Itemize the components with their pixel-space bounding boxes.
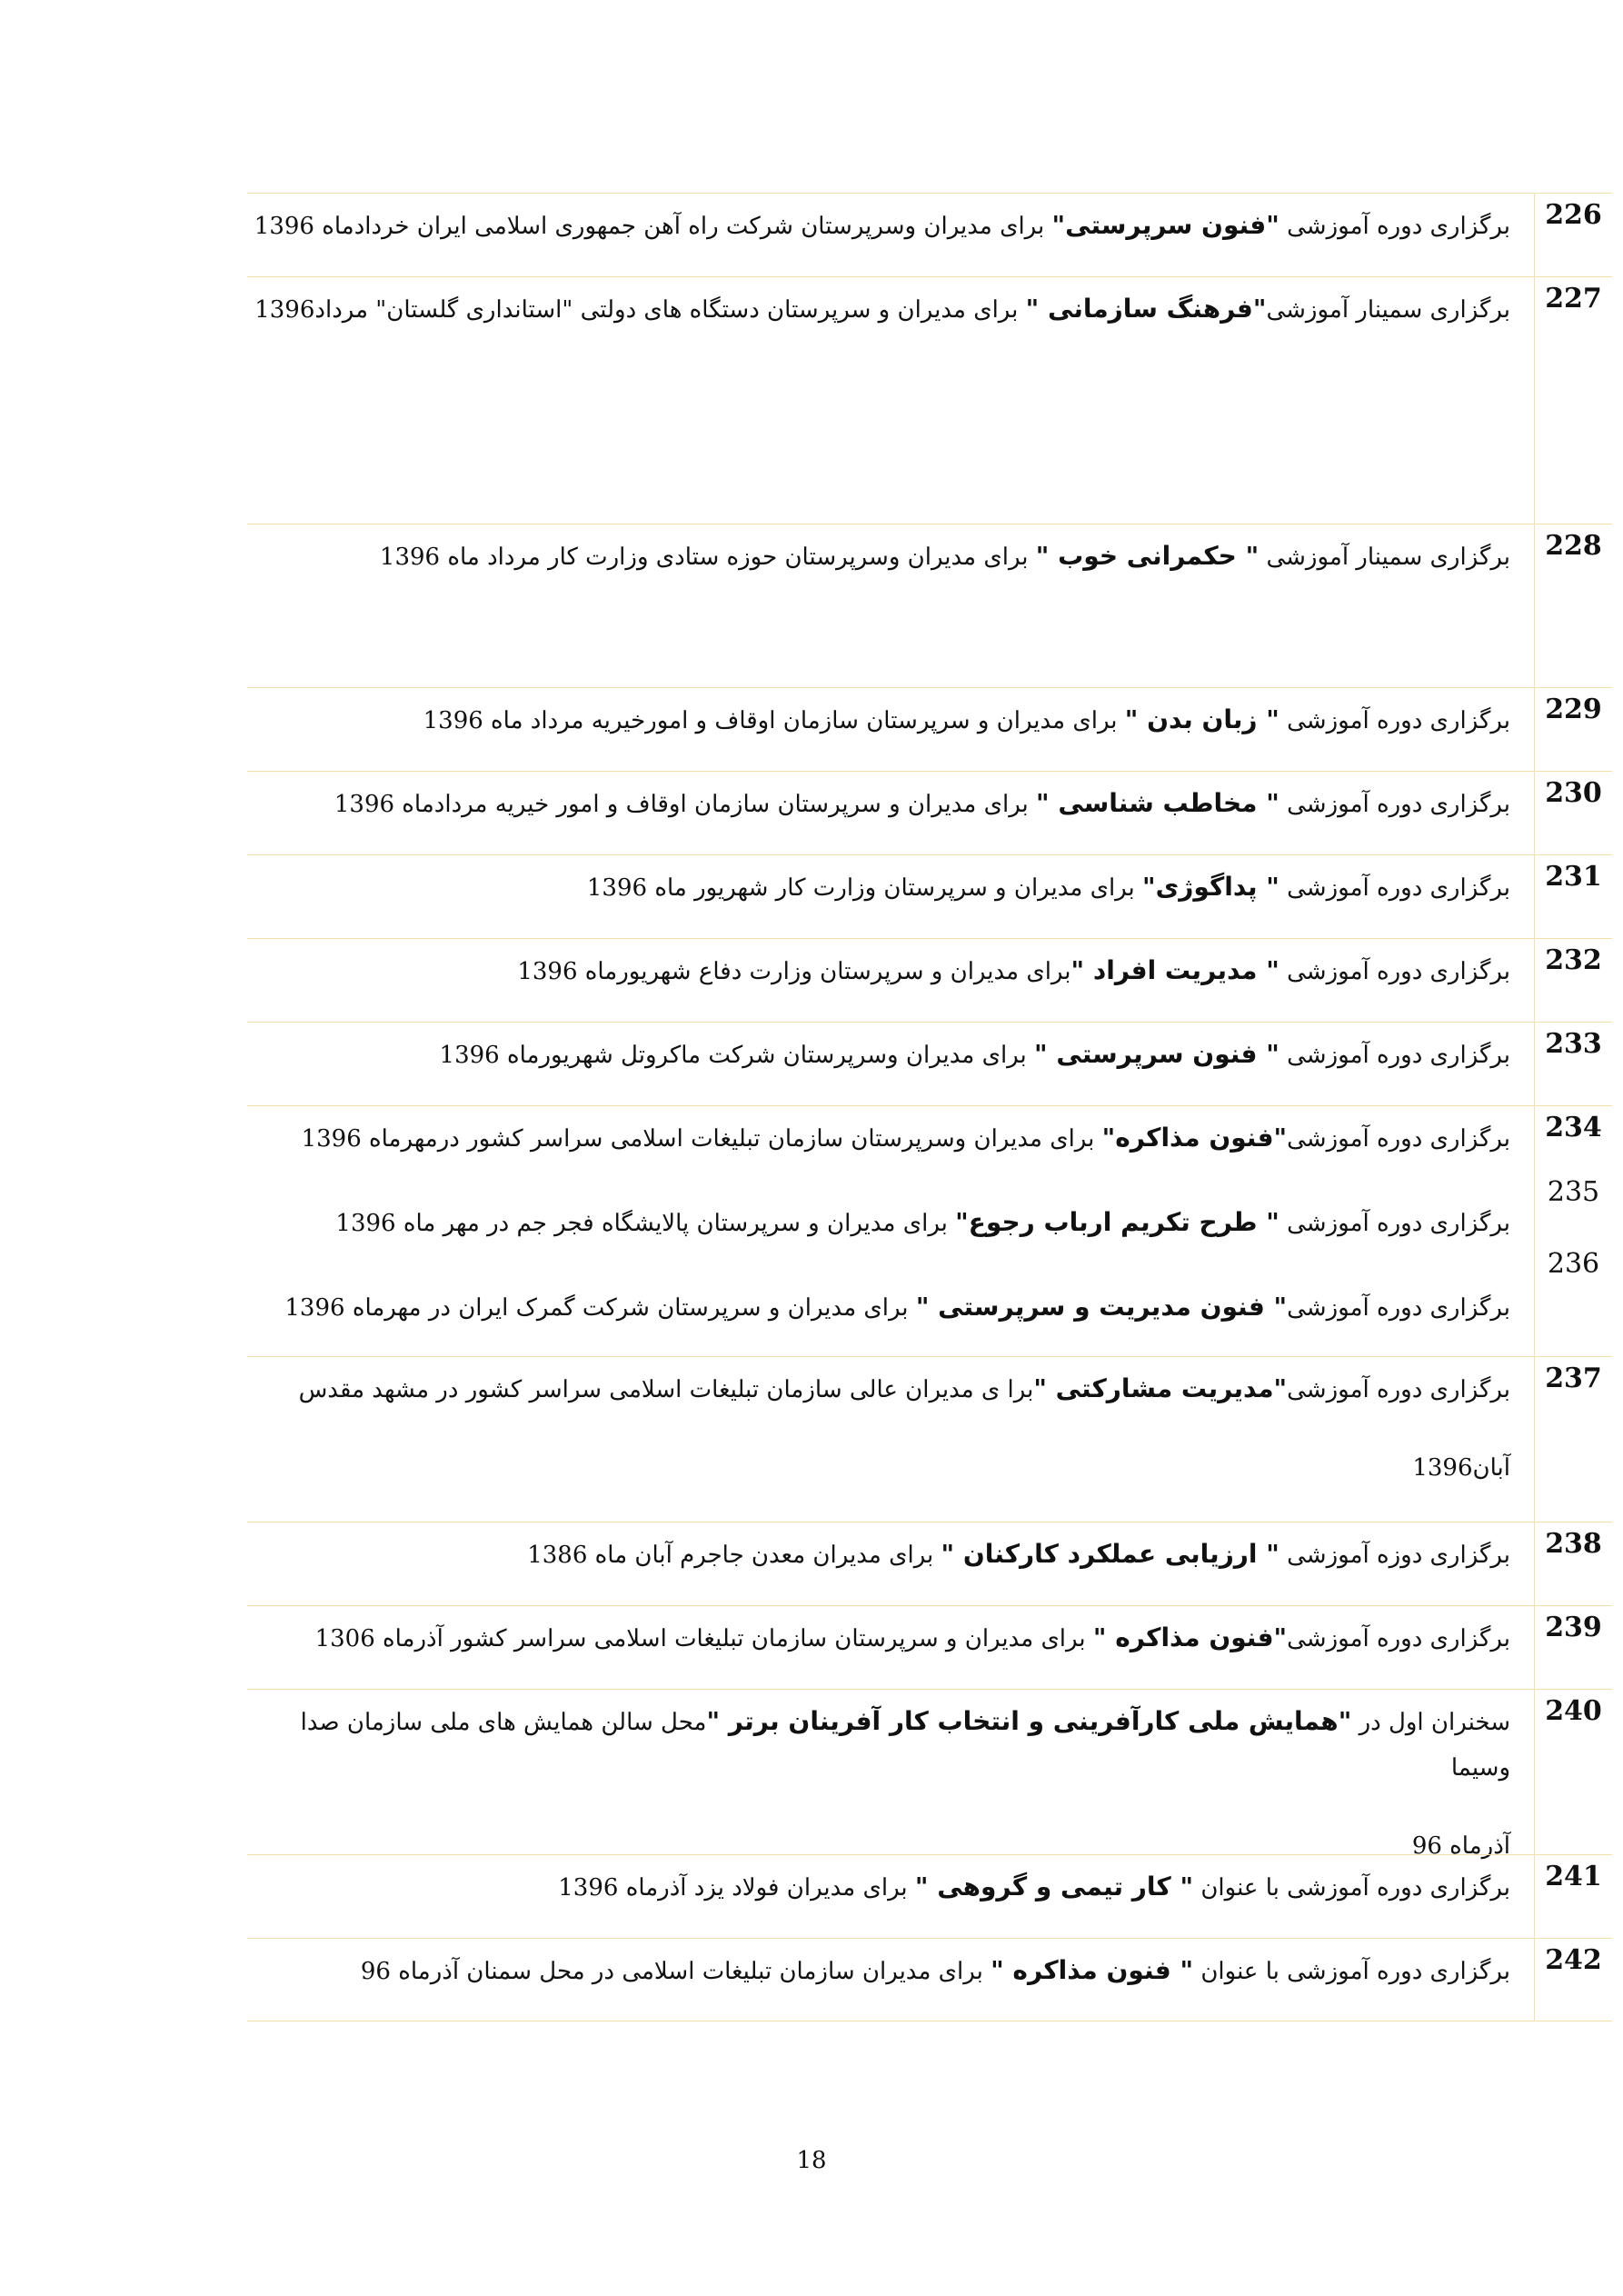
text-pre: برگزاری دوره آموزشی با عنوان: [1193, 1958, 1510, 1985]
row-number: 231: [1545, 861, 1602, 893]
table-row: [247, 1689, 1612, 1860]
row-number: 242: [1545, 1944, 1602, 1976]
row-text: [247, 697, 1510, 744]
row-number-cell: [1534, 855, 1612, 938]
row-number-cell: [1534, 524, 1612, 687]
row-text: [247, 1615, 1510, 1662]
text-post: برای مدیران و سرپرستان پالایشگاه فجر جم در مهر ماه 1396: [335, 1210, 956, 1237]
row-number: 226: [1545, 199, 1602, 231]
text-post: برای مدیران وسرپرستان سازمان تبلیغات اسلامی سراسر کشور درمهرماه 1396: [301, 1125, 1102, 1153]
row-number-cell: [1534, 1106, 1612, 1356]
row-text: [247, 1948, 1510, 1994]
course-title: " زبان بدن ": [1124, 704, 1279, 734]
row-text-group: [247, 1115, 1510, 1331]
table-row-group: [247, 1105, 1612, 1356]
text-pre: برگزاری سمینار آموزشی: [1259, 544, 1510, 571]
page-number: 18: [796, 2147, 827, 2174]
row-text: [247, 1699, 1510, 1869]
text-post: برای مدیران فولاد یزد آذرماه 1396: [558, 1874, 915, 1902]
text-pre: سخنران اول در: [1351, 1709, 1510, 1736]
text-post: برای مدیران و سرپرستان سازمان تبلیغات اسلامی سراسر کشور آذرماه 1306: [314, 1625, 1093, 1652]
row-number: 228: [1545, 530, 1602, 562]
row-text: [247, 948, 1510, 994]
text-post: برای مدیران و سرپرستان دستگاه های دولتی "استانداری گلستان" مرداد1396: [254, 296, 1026, 324]
text-pre: برگزاری دوره آموزشی با عنوان: [1193, 1874, 1510, 1902]
row-text: [247, 864, 1510, 911]
text-post: برای مدیران وسرپرستان شرکت ماکروتل شهریورماه 1396: [439, 1042, 1035, 1069]
text-pre: برگزاری دوره آموزشی: [1287, 1625, 1510, 1652]
course-title: " فنون مدیریت و سرپرستی ": [915, 1292, 1288, 1322]
text-post: برای مدیران سازمان تبلیغات اسلامی در محل سمنان آذرماه 96: [360, 1958, 991, 1985]
text-post: برای مدیران معدن جاجرم آبان ماه 1386: [527, 1542, 941, 1569]
row-text: [247, 1366, 1510, 1491]
table-row: [247, 771, 1612, 854]
row-number: 238: [1545, 1528, 1602, 1560]
course-title: " حکمرانی خوب ": [1035, 541, 1260, 571]
text-pre: برگزاری دوره آموزشی: [1279, 874, 1510, 902]
table-row: [247, 1854, 1612, 1938]
row-text: [247, 286, 1510, 333]
table-row: [247, 524, 1612, 687]
text-pre: برگزاری دوره آموزشی: [1279, 1210, 1510, 1237]
text-line2: آذرماه 96: [1411, 1832, 1510, 1860]
row-number: 227: [1545, 283, 1602, 314]
row-number-cell: [1534, 1522, 1612, 1605]
table-row: [247, 1605, 1612, 1689]
text-pre: برگزاری دوره آموزشی: [1279, 707, 1510, 734]
row-number: 236: [1547, 1248, 1600, 1280]
text-line2: آبان1396: [1412, 1454, 1510, 1482]
row-number: 232: [1545, 944, 1602, 976]
course-title: "مدیریت مشارکتی ": [1033, 1373, 1288, 1403]
row-number: 229: [1545, 694, 1602, 725]
table-row: [247, 1022, 1612, 1105]
row-number: 233: [1545, 1028, 1602, 1060]
row-number: 230: [1545, 777, 1602, 809]
row-number: 237: [1545, 1363, 1602, 1394]
row-number: 239: [1545, 1612, 1602, 1643]
row-number-cell: [1534, 939, 1612, 1022]
row-text: [247, 781, 1510, 827]
text-post: محل سالن همایش های ملی سازمان صدا وسیما: [300, 1709, 1510, 1782]
course-title: " کار تیمی و گروهی ": [914, 1872, 1194, 1902]
row-number: 234: [1545, 1112, 1602, 1143]
course-title: "همایش ملی کارآفرینی و انتخاب کار آفرینان برتر ": [706, 1706, 1352, 1736]
table-row: [247, 1938, 1612, 2021]
text-post: برای مدیران و سرپرستان سازمان اوقاف و امور خیریه مردادماه 1396: [334, 791, 1037, 818]
table-row: [247, 687, 1612, 771]
row-text: [247, 203, 1510, 249]
text-post: برای مدیران و سرپرستان وزارت دفاع شهریورماه 1396: [517, 958, 1071, 985]
text-post: برای مدیران وسرپرستان حوزه ستادی وزارت کار مرداد ماه 1396: [379, 544, 1036, 571]
row-number-cell: [1534, 277, 1612, 524]
row-number-cell: [1534, 1690, 1612, 1854]
course-title: "فرهنگ سازمانی ": [1025, 294, 1267, 324]
text-pre: برگزاری دوره آموزشی: [1287, 1376, 1510, 1403]
row-number-cell: [1534, 1357, 1612, 1522]
course-title: " فنون سرپرستی ": [1034, 1039, 1279, 1069]
row-number-cell: [1534, 1023, 1612, 1105]
text-post: برای مدیران و سرپرستان شرکت گمرک ایران در مهرماه 1396: [284, 1294, 916, 1322]
text-post: برا ی مدیران عالی سازمان تبلیغات اسلامی سراسر کشور در مشهد مقدس: [298, 1376, 1034, 1403]
row-number-cell: [1534, 1939, 1612, 2021]
text-pre: برگزاری سمینار آموزشی: [1266, 296, 1510, 324]
text-post: برای مدیران وسرپرستان شرکت راه آهن جمهوری اسلامی ایران خردادماه 1396: [254, 213, 1052, 240]
course-title: " فنون مذاکره ": [991, 1955, 1194, 1985]
table-row: [247, 276, 1612, 524]
text-pre: برگزاری دوزه آموزشی: [1279, 1542, 1510, 1569]
row-number-cell: [1534, 194, 1612, 276]
text-post: برای مدیران و سرپرستان سازمان اوقاف و امورخیریه مرداد ماه 1396: [423, 707, 1125, 734]
text-pre: برگزاری دوره آموزشی: [1279, 958, 1510, 985]
table-row: [247, 193, 1612, 276]
course-title: " طرح تکریم ارباب رجوع": [955, 1207, 1279, 1237]
activities-table: [247, 193, 1612, 2021]
text-post: برای مدیران و سرپرستان وزارت کار شهریور ماه 1396: [586, 874, 1143, 902]
text-pre: برگزاری دوره آموزشی: [1287, 1125, 1510, 1153]
row-number-cell: [1534, 688, 1612, 771]
text-pre: برگزاری دوره آموزشی: [1287, 1294, 1510, 1322]
course-title: "فنون سرپرستی": [1051, 210, 1279, 240]
row-number-cell: [1534, 1606, 1612, 1689]
row-text: [247, 1032, 1510, 1078]
text-pre: برگزاری دوره آموزشی: [1279, 791, 1510, 818]
row-text: [247, 1532, 1510, 1578]
row-number: 235: [1547, 1176, 1600, 1208]
table-row: [247, 1522, 1612, 1605]
row-text: [247, 534, 1510, 580]
course-title: "فنون مذاکره ": [1092, 1622, 1288, 1652]
course-title: " مدیریت افراد ": [1070, 955, 1279, 985]
row-number-cell: [1534, 1855, 1612, 1938]
row-number: 241: [1545, 1861, 1602, 1892]
row-text: [247, 1864, 1510, 1911]
text-pre: برگزاری دوره آموزشی: [1279, 213, 1510, 240]
course-title: " پداگوژی": [1142, 872, 1279, 902]
table-row: [247, 1356, 1612, 1522]
course-title: "فنون مذاکره": [1101, 1123, 1288, 1153]
course-title: " ارزیابی عملکرد کارکنان ": [941, 1539, 1279, 1569]
text-pre: برگزاری دوره آموزشی: [1279, 1042, 1510, 1069]
table-row: [247, 938, 1612, 1022]
row-number: 240: [1545, 1695, 1602, 1727]
table-row: [247, 854, 1612, 938]
row-number-cell: [1534, 772, 1612, 854]
course-title: " مخاطب شناسی ": [1036, 788, 1279, 818]
